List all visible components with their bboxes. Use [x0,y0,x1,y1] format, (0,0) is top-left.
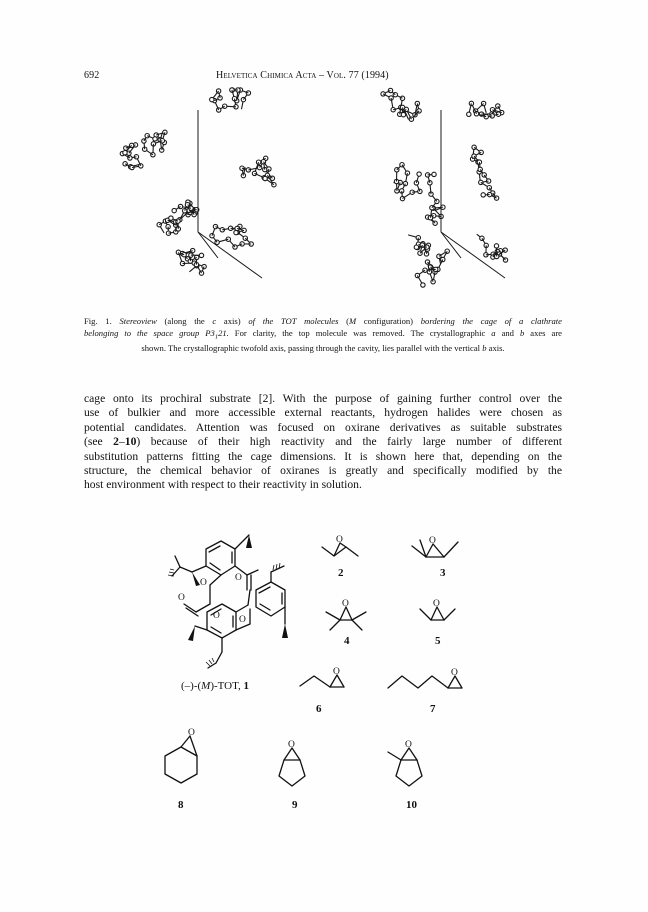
atom [445,249,449,253]
body-line: cage onto its prochiral substrate [2]. With the purpose of gaining further control over the [84,392,562,405]
atom [139,164,143,168]
compound-label-4: 4 [344,635,350,647]
tot-atom-O: O [200,578,207,588]
caption-line-2 [84,328,562,343]
caption-text: Stereoview [119,316,157,326]
oxirane-O: O [288,740,295,750]
atom [199,253,203,257]
tot-label-part: )-TOT, [210,680,244,692]
atom [417,172,421,176]
caption-fig-label: Fig. 1. [84,316,112,326]
atom [481,193,485,197]
crystal-axis [441,232,461,258]
tot-label-part: M [201,680,211,692]
compound-label-10: 10 [406,799,417,811]
atom [494,244,498,248]
atom [401,113,405,117]
structure-10 [388,748,422,786]
tot-atom-O: O [213,611,220,621]
caption-text: c [212,316,217,326]
caption-text: b [519,327,525,338]
body-line: host environment with respect to their reactivity in solution. [84,478,362,492]
caption-text: ( [338,316,349,326]
body-line: use of bulkier and more accessible external reactants, hydrogen halides were chosen as [84,406,562,420]
atom [145,134,149,138]
atom [432,172,436,176]
page-number: 692 [84,70,100,81]
atom [182,253,186,257]
atom [467,112,471,116]
atom [403,181,407,185]
compound-ref: 2 [113,435,119,449]
tot-label-number: 1 [243,680,250,692]
caption-text: axes are [524,327,562,338]
atom [421,283,425,287]
atom [414,245,418,249]
caption-text: 21. [218,327,229,338]
atom [418,189,422,193]
compound-label-9: 9 [292,799,298,811]
stereoview-left-molecules [120,88,276,278]
caption-text: belonging to the space group P3 [84,327,215,338]
compound-ref: 10 [124,435,137,449]
structure-9 [279,748,305,786]
caption-text: axis. [486,342,505,353]
caption-text: shown. The crystallographic twofold axis, passing through the cavity, lies parallel with the vertical [141,342,483,353]
figure-caption [84,316,562,355]
oxirane-O: O [188,728,195,738]
caption-text: of the TOT molecules [248,316,339,326]
atom [479,150,483,154]
atom [192,212,196,216]
atom [400,96,404,100]
caption-text: axis) [216,316,249,326]
tot-atom-O: O [239,615,246,625]
body-line [84,435,562,449]
atom [234,230,238,234]
caption-text: a [491,327,496,338]
compound-label-2: 2 [338,567,344,579]
running-head: Helvetica Chimica Acta – Vol. 77 (1994) [216,70,389,81]
body-line: potential candidates. Attention was focused on oxirane derivatives as suitable substrates [84,420,562,434]
stereoview-right-molecules [381,88,508,287]
structure-8 [165,736,197,783]
compound-label-8: 8 [178,799,184,811]
oxirane-O: O [429,536,436,546]
atom [202,264,206,268]
caption-text: b [482,342,487,353]
tot-atom-O: O [235,573,242,583]
body-text: – [118,435,125,449]
chemical-structures [0,520,648,840]
atom [172,208,176,212]
caption-line-1 [84,316,562,328]
caption-line-3 [84,343,562,355]
atom [263,176,267,180]
atom [169,216,173,220]
oxirane-O: O [405,740,412,750]
tot-atom-O: O [178,593,185,603]
caption-subscript: 1 [214,333,219,341]
atom [381,92,385,96]
body-line: substitution patterns fitting the cage dimensions. It is shown here that, depending on the [84,449,562,463]
caption-text: M [349,316,357,326]
stereoview-figure [80,82,570,304]
atom [409,117,413,121]
compound-label-5: 5 [435,635,441,647]
atom [494,196,498,200]
caption-text: For clarity, the top molecule was removed. The crystallographic [228,327,492,338]
body-paragraph [84,392,562,493]
body-line: structure, the chemical behavior of oxiranes is greatly and specifically modified by the [84,464,562,478]
caption-text: (along the [156,316,213,326]
oxirane-O: O [336,535,343,545]
structure-tot [172,535,285,668]
caption-text: configuration) [356,316,421,326]
oxirane-O: O [433,599,440,609]
tot-label-part: (–)-( [181,680,202,692]
body-text: (see [84,435,114,449]
oxirane-O: O [342,599,349,609]
tot-label [181,680,249,692]
atom [474,112,478,116]
compound-label-7: 7 [430,703,436,715]
caption-text: bordering the cage of a clathrate [420,316,562,326]
compound-label-6: 6 [316,703,322,715]
caption-text: and [495,327,520,338]
compound-label-3: 3 [440,567,446,579]
oxirane-O: O [451,668,458,678]
body-text: ) because of their high reactivity and the fairly large number of different [136,435,562,449]
structure-4 [326,607,366,630]
oxirane-O: O [333,667,340,677]
atom [123,151,127,155]
atom [210,97,214,101]
atom [153,137,157,141]
